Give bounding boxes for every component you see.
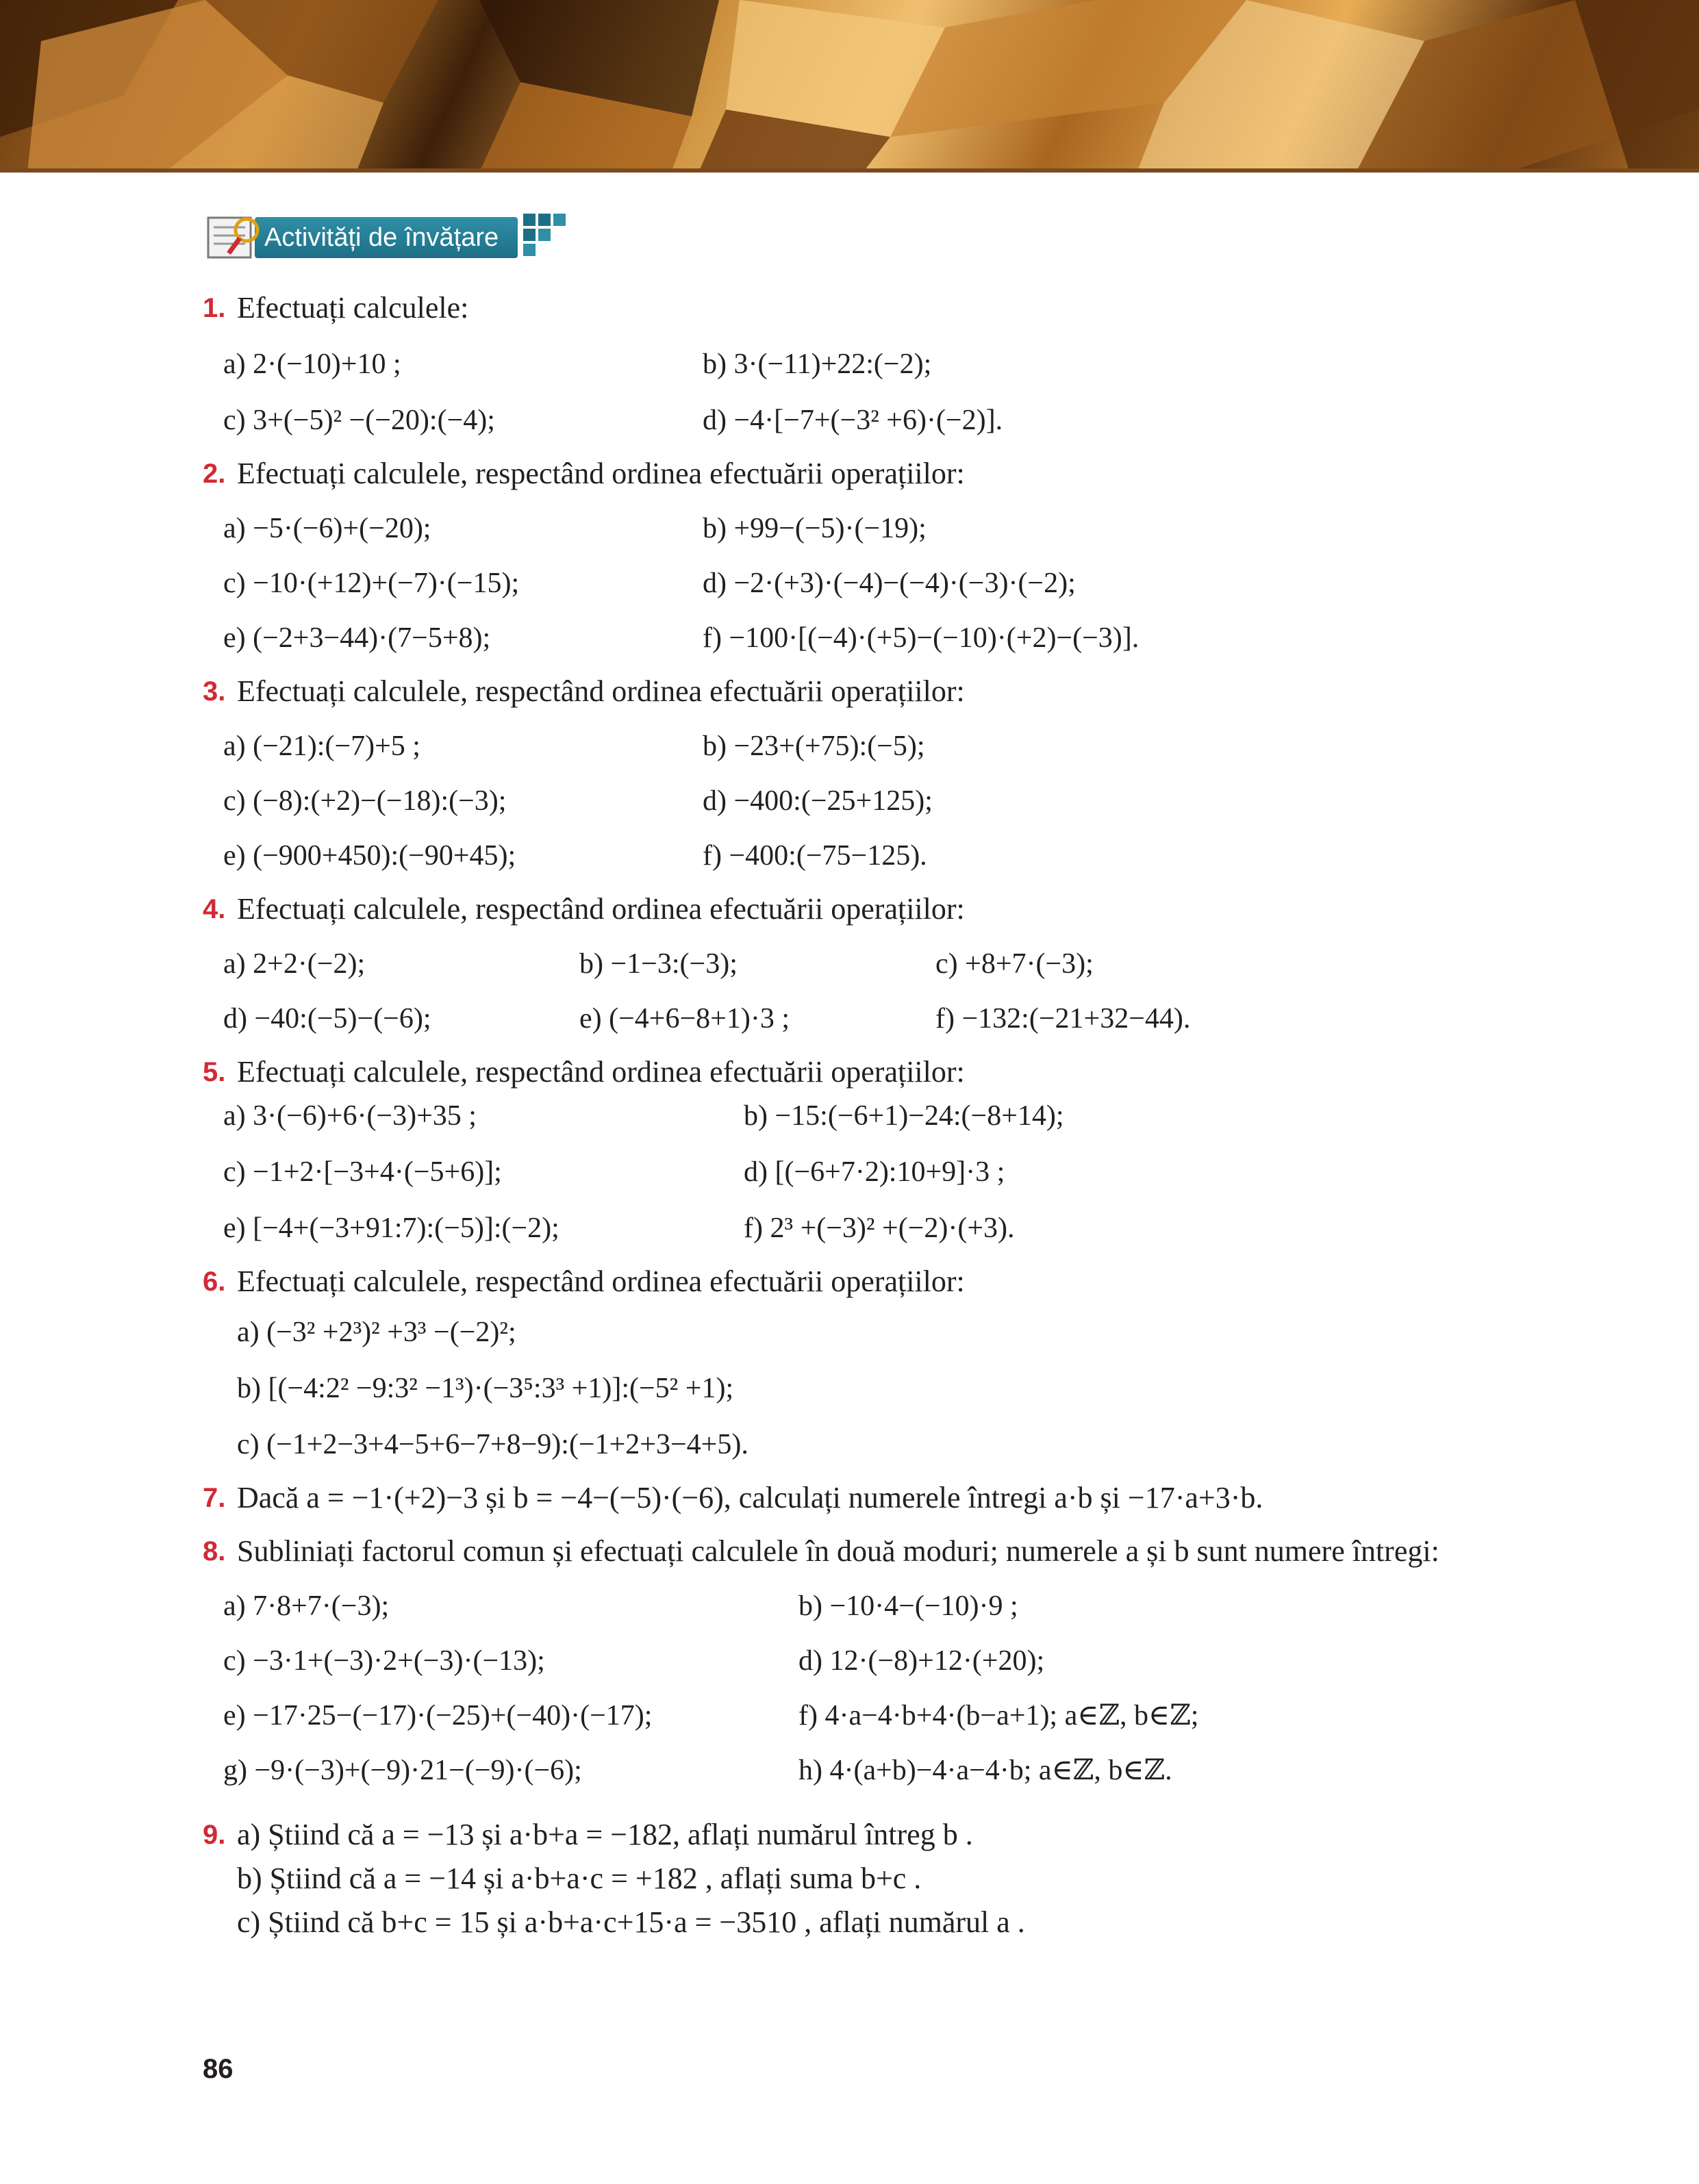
exercise-6 bbox=[203, 1261, 1518, 1465]
section-title: Activități de învățare bbox=[255, 217, 518, 258]
exercises-list bbox=[203, 288, 1518, 1943]
exercise-3 bbox=[203, 671, 1518, 876]
banner-divider bbox=[0, 168, 1699, 173]
exercise-instruction: Efectuați calculele, respectând ordinea efectuării operațiilor: bbox=[237, 892, 965, 926]
item: b) +99−(−5)·(−19); bbox=[703, 513, 927, 544]
item: b) 3·(−11)+22:(−2); bbox=[703, 348, 932, 380]
magnifier-notebook-icon bbox=[205, 212, 267, 263]
exercise-9 bbox=[203, 1814, 1518, 1943]
exercise-1 bbox=[203, 288, 1518, 441]
item: c) (−8):(+2)−(−18):(−3); bbox=[223, 785, 507, 817]
item: a) (−21):(−7)+5 ; bbox=[223, 731, 420, 762]
exercise-instruction: Efectuați calculele, respectând ordinea efectuării operațiilor: bbox=[237, 457, 965, 490]
exercise-7 bbox=[203, 1477, 1518, 1519]
item: c) (−1+2−3+4−5+6−7+8−9):(−1+2+3−4+5). bbox=[237, 1429, 748, 1460]
item: h) 4·(a+b)−4·a−4·b; a∈ℤ, b∈ℤ. bbox=[798, 1755, 1172, 1786]
exercise-instruction: Efectuați calculele: bbox=[237, 291, 469, 325]
exercise-number: 3. bbox=[203, 676, 226, 707]
section-header bbox=[205, 212, 578, 263]
exercise-number: 7. bbox=[203, 1483, 226, 1513]
item: d) 12·(−8)+12·(+20); bbox=[798, 1645, 1045, 1677]
exercise-4 bbox=[203, 889, 1518, 1039]
exercise-number: 8. bbox=[203, 1536, 226, 1566]
exercise-2 bbox=[203, 453, 1518, 659]
item: e) (−4+6−8+1)·3 ; bbox=[579, 1003, 790, 1034]
item: d) −40:(−5)−(−6); bbox=[223, 1003, 431, 1034]
item: g) −9·(−3)+(−9)·21−(−9)·(−6); bbox=[223, 1755, 582, 1786]
page-number: 86 bbox=[203, 2054, 234, 2084]
item: b) Știind că a = −14 și a·b+a·c = +182 , aflați suma b+c . bbox=[237, 1862, 922, 1895]
item: a) 7·8+7·(−3); bbox=[223, 1590, 390, 1622]
exercise-number: 1. bbox=[203, 293, 226, 323]
exercise-instruction: Efectuați calculele, respectând ordinea efectuării operațiilor: bbox=[237, 674, 965, 708]
item: b) [(−4:2² −9:3² −1³)·(−3⁵:3³ +1)]:(−5² +1); bbox=[237, 1373, 734, 1404]
item: a) 2+2·(−2); bbox=[223, 948, 366, 980]
item: a) (−3² +2³)² +3³ −(−2)²; bbox=[237, 1317, 516, 1348]
exercise-instruction: a) Știind că a = −13 și a·b+a = −182, aflați numărul întreg b . bbox=[237, 1818, 973, 1851]
item: f) 2³ +(−3)² +(−2)·(+3). bbox=[744, 1212, 1015, 1244]
exercise-number: 6. bbox=[203, 1267, 226, 1297]
item: a) 3·(−6)+6·(−3)+35 ; bbox=[223, 1100, 477, 1132]
item: d) −4·[−7+(−3² +6)·(−2)]. bbox=[703, 405, 1003, 436]
item: b) −10·4−(−10)·9 ; bbox=[798, 1590, 1018, 1622]
item: e) −17·25−(−17)·(−25)+(−40)·(−17); bbox=[223, 1700, 653, 1731]
item: d) −2·(+3)·(−4)−(−4)·(−3)·(−2); bbox=[703, 568, 1076, 599]
exercise-instruction: Subliniați factorul comun și efectuați calculele în două moduri; numerele a și b sunt numere întregi: bbox=[237, 1534, 1439, 1568]
exercise-number: 2. bbox=[203, 459, 226, 489]
item: f) 4·a−4·b+4·(b−a+1); a∈ℤ, b∈ℤ; bbox=[798, 1700, 1199, 1731]
item: c) +8+7·(−3); bbox=[935, 948, 1094, 980]
exercise-number: 4. bbox=[203, 894, 226, 924]
item: c) 3+(−5)² −(−20):(−4); bbox=[223, 405, 495, 436]
item: a) −5·(−6)+(−20); bbox=[223, 513, 431, 544]
item: c) Știind că b+c = 15 și a·b+a·c+15·a = −3510 , aflați numărul a . bbox=[237, 1905, 1025, 1939]
item: a) 2·(−10)+10 ; bbox=[223, 348, 401, 380]
item: b) −1−3:(−3); bbox=[579, 948, 738, 980]
item: f) −132:(−21+32−44). bbox=[935, 1003, 1191, 1034]
cubes-illustration bbox=[0, 0, 1699, 173]
exercise-instruction: Efectuați calculele, respectând ordinea efectuării operațiilor: bbox=[237, 1055, 965, 1089]
item: f) −400:(−75−125). bbox=[703, 840, 927, 872]
exercise-8 bbox=[203, 1531, 1518, 1791]
item: c) −3·1+(−3)·2+(−3)·(−13); bbox=[223, 1645, 545, 1677]
item: f) −100·[(−4)·(+5)−(−10)·(+2)−(−3)]. bbox=[703, 622, 1140, 654]
item: b) −15:(−6+1)−24:(−8+14); bbox=[744, 1100, 1064, 1132]
header-banner-image bbox=[0, 0, 1699, 173]
exercise-number: 5. bbox=[203, 1057, 226, 1087]
item: e) (−900+450):(−90+45); bbox=[223, 840, 516, 872]
exercise-instruction: Efectuați calculele, respectând ordinea efectuării operațiilor: bbox=[237, 1265, 965, 1298]
exercise-instruction: Dacă a = −1·(+2)−3 și b = −4−(−5)·(−6), calculați numerele întregi a·b și −17·a+3·b. bbox=[237, 1481, 1263, 1514]
item: e) (−2+3−44)·(7−5+8); bbox=[223, 622, 491, 654]
item: e) [−4+(−3+91:7):(−5)]:(−2); bbox=[223, 1212, 559, 1244]
decorative-squares bbox=[523, 214, 578, 262]
item: b) −23+(+75):(−5); bbox=[703, 731, 925, 762]
item: d) −400:(−25+125); bbox=[703, 785, 933, 817]
item: c) −1+2·[−3+4·(−5+6)]; bbox=[223, 1156, 502, 1188]
item: d) [(−6+7·2):10+9]·3 ; bbox=[744, 1156, 1005, 1188]
exercise-number: 9. bbox=[203, 1820, 226, 1850]
exercise-5 bbox=[203, 1052, 1518, 1249]
item: c) −10·(+12)+(−7)·(−15); bbox=[223, 568, 520, 599]
